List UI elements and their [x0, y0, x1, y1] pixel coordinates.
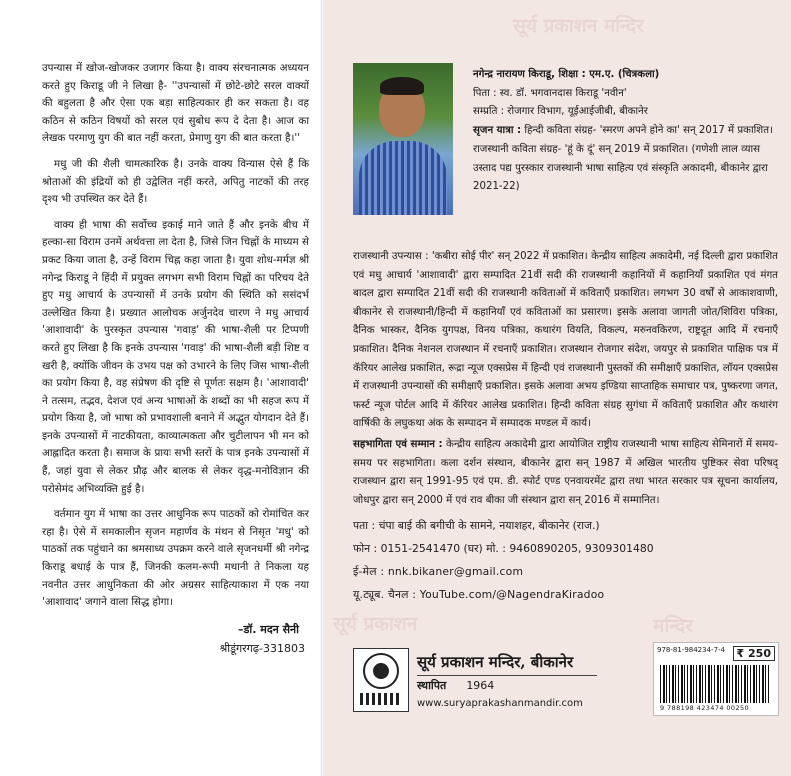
publisher-website: www.suryaprakashanmandir.com: [417, 698, 583, 709]
creation-text: हिन्दी कविता संग्रह- 'स्मरण अपने होने का' सन् 2017 में प्रकाशित। राजस्थानी कविता संग्रह- 'हूं के दूं' सन् 2019 में प्रकाशित। (गणेशी लाल व्यास उस्ताद पद्य पुरस्कार राजस्थानी भाषा साहित्य एवं संस्कृति अकादमी, बीकानेर द्वारा 2021-22): [473, 125, 773, 193]
left-flap: [0, 0, 322, 776]
isbn-number: 978-81-984234-7-4: [657, 646, 726, 654]
publisher-name: सूर्य प्रकाशन मन्दिर, बीकानेर: [417, 653, 574, 671]
author-bio: [473, 66, 778, 197]
barcode-digits: 9 788198 423474 00250: [660, 704, 750, 712]
publisher-established: [417, 678, 494, 693]
flap-paragraph-4: वर्तमान युग में भाषा का उत्तर आधुनिक रूप पाठकों को रोमांचित कर रहा है। ऐसे में समकालीन सृजन महार्णव के मंथन से निसृत 'मधु' को पाठकों तक पहुंचाने का श्रमसाध्य उपक्रम करने वाले सृजनधर्मी श्री नगेन्द्र किराडू बधाई के पात्र हैं, जिनकी कलम-रूपी मथानी ते निकला यह नवनीत उत्तर आधुनिकता की ओर अग्रसर साहित्याकाश में एक नया 'आशावाद' जगाने वाला सिद्ध होगा।: [42, 508, 309, 609]
contact-phone: फोन : 0151-2541470 (घर) मो. : 9460890205, 9309301480: [353, 542, 654, 556]
flap-paragraph-1: उपन्यास में खोज-खोजकर उजागर किया है। वाक्य संरचनात्मक अध्ययन करते हुए किराडू जी ने लिखा है- ''उपन्यासों में छोटे-छोटे सरल वाक्यों की बहुलता है और ऐसा एक बड़ा साहित्यकार ही कर सकता है। वह कठिन से कठिन विषयों को सरल एवं सुबोध रूप दे देता है। आज का लेखक परमाणु युग की बात नहीं करता, प्रेमाणु युग की बात करता है।'': [42, 62, 309, 145]
contact-address: पता : चंपा बाई की बगीची के सामने, नयाशहर, बीकानेर (राज.): [353, 519, 600, 533]
contact-youtube: यू.ट्यूब. चैनल : YouTube.com/@NagendraKiradoo: [353, 588, 605, 602]
price-tag: ₹ 250: [733, 646, 775, 661]
logo-base: [360, 693, 402, 705]
barcode-panel: [653, 642, 779, 716]
contact-block: [353, 514, 778, 606]
creation-label: सृजन यात्रा :: [473, 125, 522, 137]
signature-place: श्रीडूंगरगढ़-331803: [219, 641, 305, 655]
author-photo-shirt: [359, 141, 447, 215]
sun-icon: [363, 653, 399, 689]
works-paragraph: राजस्थानी उपन्यास : 'कबीरा सोई पीर' सन् 2022 में प्रकाशित। केन्द्रीय साहित्य अकादेमी, नई दिल्ली द्वारा प्रकाशित एवं मधु आचार्य 'आशावादी' द्वारा सम्पादित 21वीं सदी की राजस्थानी कहानियों में कहानियाँ प्रकाशित एवं मंगत बादल द्वारा सम्पादित 21वीं सदी की राजस्थानी कविताओं में कविताएँ प्रकाशित। लगभग 30 वर्षों से आकाशवाणी, बीकानेर से राजस्थानी/हिन्दी में कहानियाँ एवं कविताओं का प्रसारण। इसके अलावा जागती जोत/शिविरा पत्रिका, दैनिक भास्कर, दैनिक युगपक्ष, विनय पत्रिका, कथारंग वियति, विकल्प, मरुनवकिरण, राष्ट्रदूत आदि में रचनाएँ प्रकाशित। दैनिक नेशनल राजस्थान में रचनाएँ प्रकाशित। राजस्थान रोजगार संदेश, जयपुर से प्रकाशित पाक्षिक पत्र में कॅरियर आलेख प्रकाशित, रूद्रा न्यूज एक्सप्रेस में हिन्दी एवं राजस्थानी पुस्तकों की समीक्षाएँ प्रकाशित, लॉयन एक्सप्रेस में राजस्थानी उपन्यासों की समीक्षाएँ प्रकाशित। इसके अलावा अभय इण्डिया साप्ताहिक समाचार पत्र, पुष्करणा जगत, फर्स्ट न्यूज पोर्टल आदि में कॅरियर आलेख प्रकाशित। हिन्दी कविता संग्रह सुगंधा में कविताएँ प्रकाशित और कथारंग वार्षिकी के लघुकथा अंक के सम्पादन में सम्पादक मण्डल में कार्य।: [353, 251, 778, 430]
author-photo: [353, 63, 453, 215]
watermark-pattern: सूर्य प्रकाशन: [333, 613, 418, 635]
author-father: पिता : स्व. डॉ. भगवानदास किराडू 'नवीन': [473, 87, 627, 99]
creation-block: [473, 122, 778, 197]
author-photo-hair: [380, 77, 424, 95]
signature: –डॉ. मदन सैनी: [238, 622, 299, 636]
flap-paragraph-3: वाक्य ही भाषा की सर्वोच्च इकाई माने जाते हैं और इनके बीच में हल्का-सा विराम उनमें अर्थवत्ता ला देता है, जिसे जिन चिह्नों के माध्यम से प्रकट किया जाता है, उन्हें विराम चिह्न कहा जाता है। युवा शोध-मर्मज्ञ श्री नगेन्द्र किराडू ने हिंदी में प्रयुक्त लगभग सभी विराम चिह्नों का परिचय देते हुए मधु आचार्य के उपन्यासों में उनके प्रयोग की स्थिति को ससंदर्भ उल्लेखित किया है। प्रख्यात आलोचक अर्जुनदेव चारण ने मधु आचार्य 'आशावादी' के पुरस्कृत उपन्यास 'गवाड़' की भाषा-शैली पर टिप्पणी करते हुए लिखा है कि इनके उपन्यास 'गवाड़' की भाषा-शैली बड़ी शिष्ट व खरी है, क्योंकि जीवन के उभय पक्ष को उभारने के लिए जिस भाषा-शैली का प्रयोग किया है, वह संप्रेषण की दृष्टि से पूर्णतः सक्षम है। 'आशावादी' ने तत्सम, तद्भव, देशज एवं अन्य भाषाओं के शब्दों का भी सहज रूप में प्रयोग किया है, जो भाषा को प्रभावशाली बनाने में अद्भुत योगदान देते हैं। इनके उपन्यासों में नाटकीयता, काव्यात्मकता और चुटीलापन भी मन को आह्लादित करता है। समाज के प्रायः सभी स्तरों के पात्र इनके उपन्यासों में हैं, जहां युवा से लेकर प्रौढ़ और बालक से लेकर वृद्ध-मनोविज्ञान की परोसेमंद अभिव्यक्ति हुई है।: [42, 218, 309, 495]
author-employment: सम्प्रति : रोजगार विभाग, यूईआईजीबी, बीकानेर: [473, 106, 648, 118]
participation-label: सहभागिता एवं सम्मान :: [353, 438, 443, 450]
publisher-divider: [417, 675, 597, 676]
watermark-pattern: मन्दिर: [653, 615, 694, 637]
participation-text: केन्द्रीय साहित्य अकादेमी द्वारा आयोजित राष्ट्रीय राजस्थानी भाषा साहित्य सेमिनारों में समय-समय पर सहभागिता। कला दर्शन संस्थान, बीकानेर द्वारा सन् 1987 में अखिल भारतीय पुष्टिकर सेवा परिषद् राजस्थान द्वारा सन् 1991-95 एवं एम. डी. स्पोर्ट एण्ड एनवायरमेंट द्वारा तथा भारत सरकार पत्र सूचना कार्यालय, जोधपुर द्वारा सन् 2000 में एवं राव बीका जी संस्थान द्वारा सन् 2016 में सम्मानित।: [353, 438, 778, 506]
publisher-logo-icon: [353, 648, 409, 712]
watermark-pattern: सूर्य प्रकाशन मन्दिर: [513, 15, 644, 37]
established-year: 1964: [466, 679, 495, 692]
back-cover: [323, 0, 791, 776]
participation-paragraph: [353, 436, 778, 510]
author-name-line: नगेन्द्र नारायण किराडू, शिक्षा : एम.ए. (चित्रकला): [473, 69, 660, 80]
barcode-icon: [660, 665, 770, 703]
flap-paragraph-2: मधु जी की शैली चामत्कारिक है। उनके वाक्य विन्यास ऐसे हैं कि श्रोताओं की इंद्रियों को ही उद्वेलित नहीं करते, अपितु नाटकों की तरह दृश्य भी उपस्थित कर देते हैं।: [42, 157, 309, 206]
author-details: [353, 248, 778, 606]
contact-email: ई-मेल : nnk.bikaner@gmail.com: [353, 565, 524, 579]
established-label: स्थापित: [417, 679, 447, 692]
publisher-block: [353, 648, 635, 714]
